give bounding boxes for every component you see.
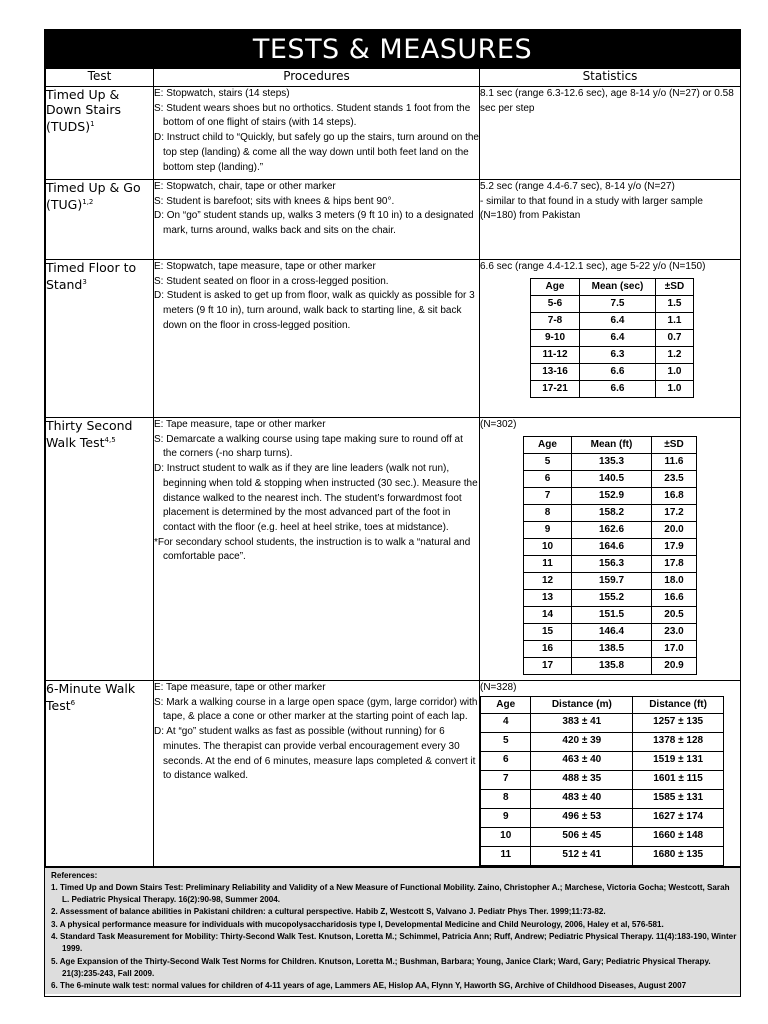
norms-cell: 506 ± 45 (531, 827, 633, 846)
test-name: Thirty Second Walk Test (46, 418, 133, 451)
norms-cell: 156.3 (572, 555, 652, 572)
norms-cell: 17.2 (652, 504, 697, 521)
norms-cell: 8 (524, 504, 572, 521)
test-row (46, 180, 741, 260)
norms-cell: 158.2 (572, 504, 652, 521)
norms-cell: 1.5 (656, 295, 694, 312)
norms-row (524, 606, 697, 623)
norms-cell: 151.5 (572, 606, 652, 623)
norms-row (481, 770, 724, 789)
tests-table (45, 68, 741, 867)
norms-header-cell: ±SD (656, 278, 694, 295)
norms-cell: 17.8 (652, 555, 697, 572)
norms-cell: 6.3 (580, 346, 656, 363)
norms-cell: 140.5 (572, 470, 652, 487)
norms-row (481, 732, 724, 751)
reference-item: 5. Age Expansion of the Thirty-Second Walk Test Norms for Children. Knutson, Loretta M.; Bushman, Barbara; Young, Janice Clark; Ward, Gary; Pediatric Physical Therapy. 21(3):235-243, Fall 2009. (51, 956, 711, 978)
norms-row (531, 312, 694, 329)
norms-header-row (481, 696, 724, 713)
norms-table (523, 436, 697, 675)
test-row (46, 87, 741, 180)
test-name: Timed Up & Down Stairs (TUDS) (46, 87, 122, 135)
procedure-line: D: Student is asked to get up from floor, walk as quickly as possible for 3 meters (9 ft 10 in), turn around, walk back to starting line, & sit back down on the floor in cross-legged position. (154, 290, 475, 331)
procedure-line: E: Stopwatch, stairs (14 steps) (154, 88, 290, 99)
test-name-cell (46, 418, 154, 681)
table-header-row (46, 69, 741, 87)
procedure-line: E: Stopwatch, tape measure, tape or other marker (154, 261, 376, 272)
norms-cell: 1627 ± 174 (633, 808, 724, 827)
reference-item: 3. A physical performance measure for individuals with mucopolysaccharidosis type I, Developmental Medicine and Child Neurology, 2006, Haley et al, 576-581. (51, 919, 664, 929)
norms-cell: 23.0 (652, 623, 697, 640)
norms-cell: 512 ± 41 (531, 846, 633, 865)
reference-item: 4. Standard Task Measurement for Mobility: Thirty-Second Walk Test. Knutson, Loretta M.; Schimmel, Patricia Ann; Ruff, Andrew; Pediatric Physical Therapy. 11(4):183-190, Winter 1999. (51, 931, 737, 954)
norms-row (524, 572, 697, 589)
procedure-cell (154, 681, 480, 867)
statistics-text: 6.6 sec (range 4.4-12.1 sec), age 5-22 y/o (N=150) (480, 261, 706, 272)
statistics-cell (480, 681, 741, 867)
norms-cell: 10 (524, 538, 572, 555)
norms-row (481, 751, 724, 770)
norms-row (531, 346, 694, 363)
norms-cell: 11-12 (531, 346, 580, 363)
norms-cell: 11 (481, 846, 531, 865)
norms-table (530, 278, 694, 398)
norms-row (481, 808, 724, 827)
test-name-cell (46, 87, 154, 180)
test-row (46, 681, 741, 867)
norms-table (480, 696, 724, 866)
procedures-column-header: Procedures (154, 69, 480, 87)
norms-cell: 18.0 (652, 572, 697, 589)
norms-cell: 1660 ± 148 (633, 827, 724, 846)
norms-row (524, 470, 697, 487)
norms-cell: 488 ± 35 (531, 770, 633, 789)
norms-cell: 159.7 (572, 572, 652, 589)
reference-superscript: 1,2 (82, 198, 94, 206)
statistics-cell (480, 418, 741, 681)
norms-cell: 7 (481, 770, 531, 789)
statistics-text: - similar to that found in a study with larger sample (N=180) from Pakistan (480, 195, 703, 221)
norms-row (524, 487, 697, 504)
procedure-line: D: At “go” student walks as fast as possible (without running) for 6 minutes. The therapist can provide verbal encouragement every 30 seconds. At the end of 6 minutes, measure laps completed & convert it to distance walked. (154, 726, 476, 782)
test-column-header: Test (46, 69, 154, 87)
norms-cell: 17.9 (652, 538, 697, 555)
procedure-cell (154, 87, 480, 180)
norms-header-row (531, 278, 694, 295)
norms-row (524, 538, 697, 555)
norms-row (524, 589, 697, 606)
norms-header-cell: Age (524, 436, 572, 453)
procedure-line: S: Student wears shoes but no orthotics. Student stands 1 foot from the bottom of one flight of stairs (with 14 steps). (154, 102, 471, 129)
reference-item: 2. Assessment of balance abilities in Pakistani children: a cultural perspective. Habib Z, Westcott S, Valvano J. Pediatr Phys Ther. 1999;11:73-82. (51, 907, 606, 917)
test-name-cell (46, 180, 154, 260)
norms-row (481, 846, 724, 865)
norms-cell: 23.5 (652, 470, 697, 487)
norms-cell: 6.4 (580, 312, 656, 329)
norms-cell: 5 (524, 453, 572, 470)
norms-cell: 162.6 (572, 521, 652, 538)
norms-cell: 1601 ± 115 (633, 770, 724, 789)
norms-cell: 152.9 (572, 487, 652, 504)
norms-cell: 20.0 (652, 521, 697, 538)
norms-row (481, 713, 724, 732)
norms-cell: 1585 ± 131 (633, 789, 724, 808)
norms-cell: 1.0 (656, 363, 694, 380)
references-heading: References: (51, 870, 98, 880)
norms-header-cell: ±SD (652, 436, 697, 453)
norms-cell: 14 (524, 606, 572, 623)
test-name-cell (46, 681, 154, 867)
norms-cell: 1.2 (656, 346, 694, 363)
norms-cell: 135.8 (572, 657, 652, 674)
norms-header-cell: Distance (m) (531, 696, 633, 713)
norms-cell: 17.0 (652, 640, 697, 657)
norms-cell: 138.5 (572, 640, 652, 657)
norms-cell: 463 ± 40 (531, 751, 633, 770)
norms-cell: 4 (481, 713, 531, 732)
norms-cell: 6 (481, 751, 531, 770)
norms-row (524, 504, 697, 521)
norms-cell: 16.6 (652, 589, 697, 606)
norms-cell: 11.6 (652, 453, 697, 470)
norms-cell: 135.3 (572, 453, 652, 470)
page-title: TESTS & MEASURES (45, 30, 740, 68)
norms-row (531, 363, 694, 380)
procedure-line: S: Student seated on floor in a cross-legged position. (154, 275, 389, 287)
statistics-text: (N=328) (480, 682, 517, 693)
statistics-cell (480, 180, 741, 260)
procedure-line: D: Instruct child to “Quickly, but safely go up the stairs, turn around on the top step (landing) & come all the way down until both feet land on the bottom step (landing).” (154, 132, 479, 173)
norms-header-cell: Mean (ft) (572, 436, 652, 453)
norms-row (481, 827, 724, 846)
norms-cell: 483 ± 40 (531, 789, 633, 808)
norms-cell: 13-16 (531, 363, 580, 380)
procedure-line: S: Demarcate a walking course using tape making sure to round off at the corners (-no sharp turns). (154, 433, 463, 460)
norms-cell: 9-10 (531, 329, 580, 346)
procedure-line: *For secondary school students, the instruction is to walk a “natural and comfortable pace”. (154, 536, 471, 563)
norms-cell: 16.8 (652, 487, 697, 504)
norms-cell: 146.4 (572, 623, 652, 640)
norms-cell: 155.2 (572, 589, 652, 606)
norms-header-cell: Distance (ft) (633, 696, 724, 713)
norms-cell: 16 (524, 640, 572, 657)
norms-cell: 164.6 (572, 538, 652, 555)
norms-cell: 9 (524, 521, 572, 538)
reference-item: 6. The 6-minute walk test: normal values for children of 4-11 years of age, Lammers AE, Hislop AA, Flynn Y, Haworth SG, Archive of Childhood Diseases, August 2007 (51, 981, 687, 991)
norms-row (524, 640, 697, 657)
test-name-cell (46, 260, 154, 418)
reference-item: 1. Timed Up and Down Stairs Test: Preliminary Reliability and Validity of a New Measure of Functional Mobility. Zaino, Christopher A.; Marchese, Victoria Gocha; Westcott, Sarah L. Pediatric Physical Therapy. 16(2):90-98, Summer 2004. (51, 882, 730, 905)
procedure-line: E: Stopwatch, chair, tape or other marker (154, 181, 336, 192)
norms-cell: 20.5 (652, 606, 697, 623)
norms-row (531, 380, 694, 397)
statistics-text: (N=302) (480, 419, 517, 430)
statistics-column-header: Statistics (480, 69, 741, 87)
norms-header-row (524, 436, 697, 453)
norms-row (481, 789, 724, 808)
norms-row (531, 295, 694, 312)
norms-cell: 1680 ± 135 (633, 846, 724, 865)
norms-cell: 7.5 (580, 295, 656, 312)
norms-cell: 7 (524, 487, 572, 504)
norms-row (531, 329, 694, 346)
norms-cell: 1378 ± 128 (633, 732, 724, 751)
test-row (46, 260, 741, 418)
procedure-line: S: Mark a walking course in a large open space (gym, large corridor) with tape, & place a cone or other marker at the starting point of each lap. (154, 696, 478, 723)
norms-cell: 1.0 (656, 380, 694, 397)
norms-cell: 6.4 (580, 329, 656, 346)
procedure-line: S: Student is barefoot; sits with knees & hips bent 90°. (154, 195, 395, 207)
norms-cell: 10 (481, 827, 531, 846)
statistics-text: 8.1 sec (range 6.3-12.6 sec), age 8-14 y/o (N=27) or 0.58 sec per step (480, 88, 734, 114)
norms-cell: 420 ± 39 (531, 732, 633, 751)
norms-row (524, 657, 697, 674)
reference-superscript: 4,5 (104, 436, 116, 444)
norms-cell: 13 (524, 589, 572, 606)
norms-cell: 6.6 (580, 363, 656, 380)
norms-cell: 20.9 (652, 657, 697, 674)
reference-superscript: 6 (70, 699, 76, 707)
norms-cell: 1519 ± 131 (633, 751, 724, 770)
norms-row (524, 555, 697, 572)
norms-cell: 1.1 (656, 312, 694, 329)
reference-superscript: 3 (82, 278, 87, 286)
test-name: 6-Minute Walk Test (46, 681, 136, 714)
procedure-cell (154, 180, 480, 260)
norms-header-cell: Mean (sec) (580, 278, 656, 295)
norms-cell: 0.7 (656, 329, 694, 346)
procedure-cell (154, 260, 480, 418)
norms-cell: 11 (524, 555, 572, 572)
norms-cell: 8 (481, 789, 531, 808)
references (45, 867, 740, 995)
tests-measures-sheet (44, 29, 741, 997)
procedure-line: E: Tape measure, tape or other marker (154, 682, 326, 693)
norms-cell: 17-21 (531, 380, 580, 397)
reference-superscript: 1 (90, 120, 95, 128)
norms-header-cell: Age (531, 278, 580, 295)
norms-cell: 5 (481, 732, 531, 751)
norms-header-cell: Age (481, 696, 531, 713)
norms-row (524, 623, 697, 640)
norms-cell: 5-6 (531, 295, 580, 312)
norms-cell: 496 ± 53 (531, 808, 633, 827)
test-name: Timed Floor to Stand (46, 260, 137, 293)
test-row (46, 418, 741, 681)
procedure-line: D: On “go” student stands up, walks 3 meters (9 ft 10 in) to a designated mark, turns around, walks back and sits on the chair. (154, 210, 474, 237)
norms-cell: 383 ± 41 (531, 713, 633, 732)
statistics-text: 5.2 sec (range 4.4-6.7 sec), 8-14 y/o (N=27) (480, 181, 675, 192)
norms-cell: 1257 ± 135 (633, 713, 724, 732)
norms-row (524, 453, 697, 470)
norms-cell: 12 (524, 572, 572, 589)
procedure-line: D: Instruct student to walk as if they are line leaders (walk not run), beginning when told & stopping when instructed (30 sec.). Measure the distance walked to the nearest inch. The student’s forwardmost foot placement is determined by the most advanced part of the foot in contact with the floor (e.g. heel at heel strike, toes at midstance). (154, 463, 478, 533)
norms-cell: 9 (481, 808, 531, 827)
statistics-cell (480, 87, 741, 180)
norms-cell: 15 (524, 623, 572, 640)
norms-cell: 17 (524, 657, 572, 674)
norms-cell: 6.6 (580, 380, 656, 397)
procedure-line: E: Tape measure, tape or other marker (154, 419, 326, 430)
test-name: Timed Up & Go (TUG) (46, 180, 141, 213)
norms-cell: 7-8 (531, 312, 580, 329)
statistics-cell (480, 260, 741, 418)
norms-cell: 6 (524, 470, 572, 487)
norms-row (524, 521, 697, 538)
procedure-cell (154, 418, 480, 681)
